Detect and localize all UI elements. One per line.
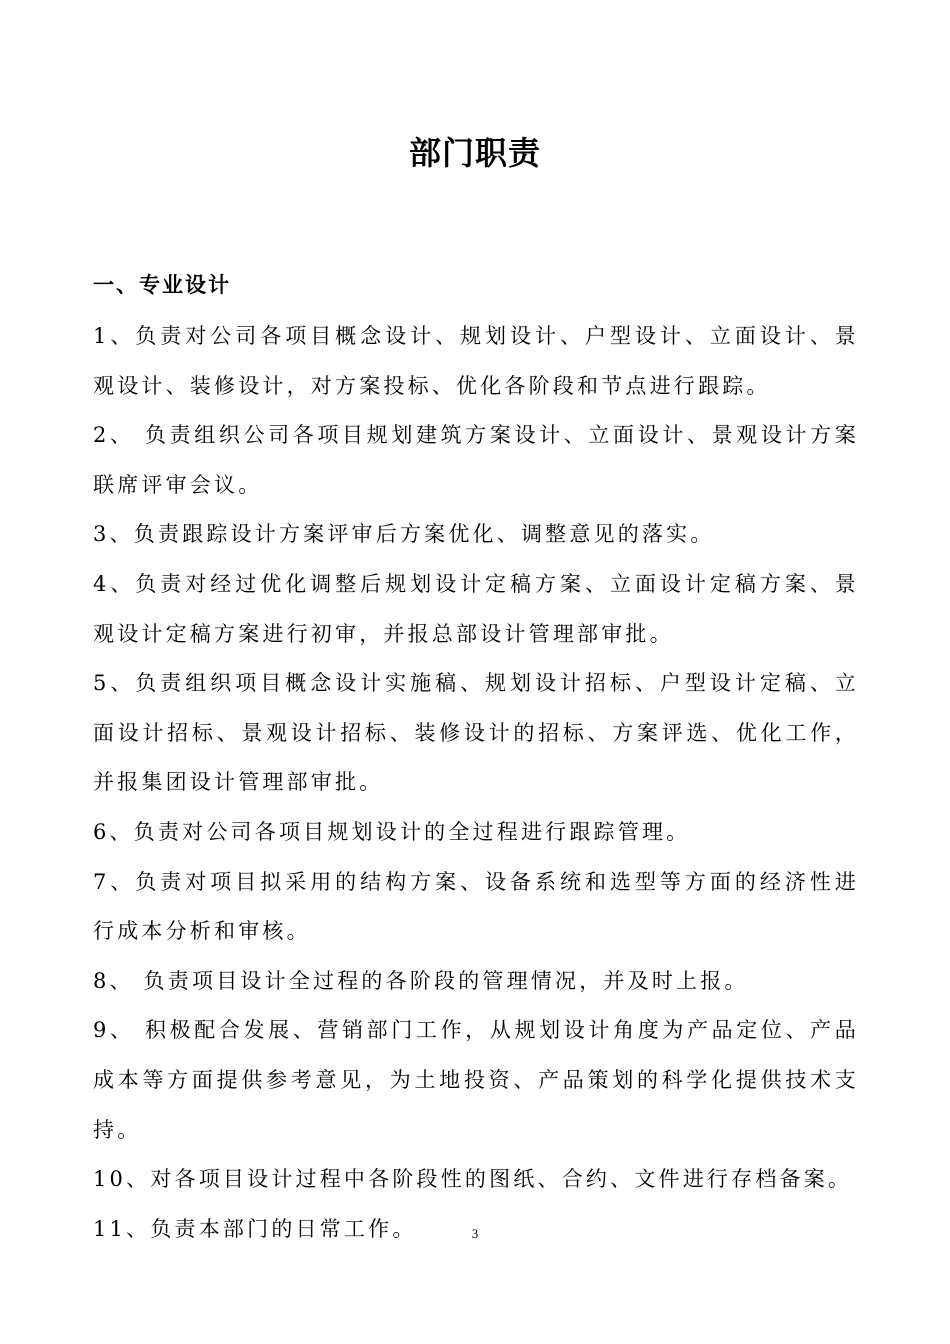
- list-item: 9、 积极配合发展、营销部门工作，从规划设计角度为产品定位、产品成本等方面提供参考意见，为土地投资、产品策划的科学化提供技术支持。: [93, 1018, 859, 1142]
- list-item: 11、负责本部门的日常工作。: [93, 1216, 417, 1241]
- list-item: 1、负责对公司各项目概念设计、规划设计、户型设计、立面设计、景观设计、装修设计，对方案投标、优化各阶段和节点进行跟踪。: [93, 324, 859, 398]
- list-item: 7、负责对项目拟采用的结构方案、设备系统和选型等方面的经济性进行成本分析和审核。: [93, 869, 859, 944]
- list-item: 6、负责对公司各项目规划设计的全过程进行跟踪管理。: [93, 819, 691, 844]
- responsibility-list: [93, 312, 859, 1254]
- list-item: 4、负责对经过优化调整后规划设计定稿方案、立面设计定稿方案、景观设计定稿方案进行初审，并报总部设计管理部审批。: [93, 571, 859, 646]
- page-number: 3: [471, 1226, 479, 1241]
- list-item: 3、负责跟踪设计方案评审后方案优化、调整意见的落实。: [93, 522, 715, 547]
- page-title: 部门职责: [408, 134, 541, 172]
- list-item: 5、负责组织项目概念设计实施稿、规划设计招标、户型设计定稿、立面设计招标、景观设计招标、装修设计的招标、方案评选、优化工作，并报集团设计管理部审批。: [93, 671, 859, 795]
- list-item: 8、 负责项目设计全过程的各阶段的管理情况，并及时上报。: [93, 968, 749, 993]
- section-heading: 一、专业设计: [93, 273, 231, 297]
- list-item: 2、 负责组织公司各项目规划建筑方案设计、立面设计、景观设计方案联席评审会议。: [93, 423, 859, 497]
- list-item: 10、对各项目设计过程中各阶段性的图纸、合约、文件进行存档备案。: [93, 1167, 853, 1192]
